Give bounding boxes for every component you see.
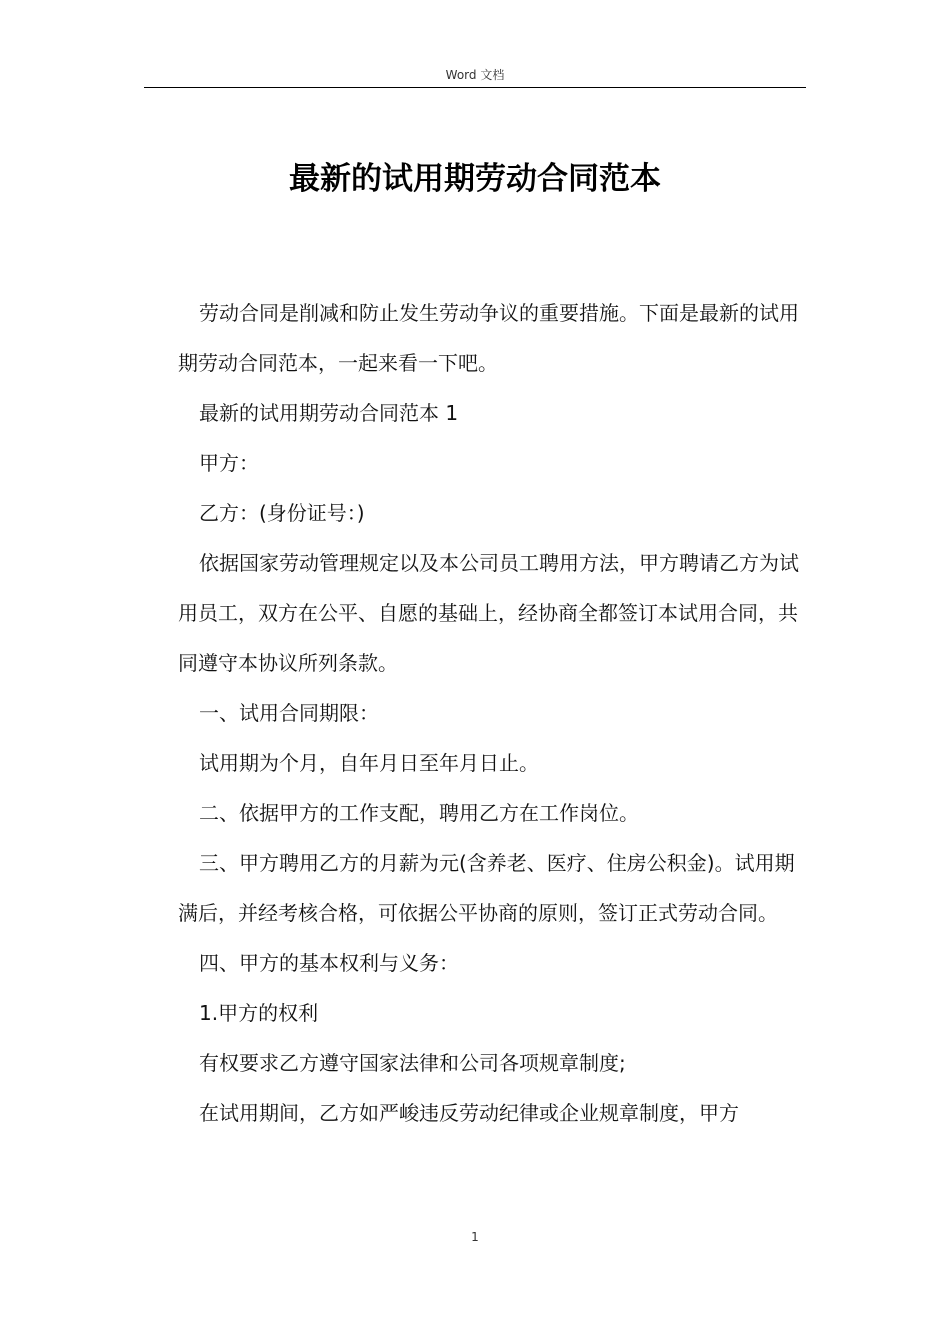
paragraph-section-heading: 最新的试用期劳动合同范本 1 <box>199 401 459 425</box>
document-title: 最新的试用期劳动合同范本 <box>289 161 661 197</box>
document-body <box>178 288 804 1138</box>
paragraph-clause-4-1-b: 在试用期间，乙方如严峻违反劳动纪律或企业规章制度，甲方 <box>199 1101 739 1125</box>
paragraph-intro: 劳动合同是削减和防止发生劳动争议的重要措施。下面是最新的试用期劳动合同范本，一起来看一下吧。 <box>178 301 799 375</box>
paragraph-clause-1-body: 试用期为个月，自年月日至年月日止。 <box>199 751 539 775</box>
page-header: Word 文档 <box>445 68 505 82</box>
paragraph-clause-2: 二、依据甲方的工作支配，聘用乙方在工作岗位。 <box>199 801 639 825</box>
paragraph-clause-1-title: 一、试用合同期限： <box>199 701 379 725</box>
paragraph-party-a: 甲方： <box>199 451 259 475</box>
paragraph-clause-4-1-a: 有权要求乙方遵守国家法律和公司各项规章制度; <box>199 1051 626 1075</box>
paragraph-preamble: 依据国家劳动管理规定以及本公司员工聘用方法，甲方聘请乙方为试用员工，双方在公平、自愿的基础上，经协商全都签订本试用合同，共同遵守本协议所列条款。 <box>178 551 799 675</box>
page-number: 1 <box>471 1230 479 1244</box>
paragraph-clause-4-title: 四、甲方的基本权利与义务： <box>199 951 459 975</box>
paragraph-party-b: 乙方：(身份证号：) <box>199 501 365 525</box>
header-divider <box>144 87 806 88</box>
paragraph-clause-3: 三、甲方聘用乙方的月薪为元(含养老、医疗、住房公积金)。试用期满后，并经考核合格，可依据公平协商的原则，签订正式劳动合同。 <box>178 851 795 925</box>
paragraph-clause-4-1: 1.甲方的权利 <box>199 1001 319 1025</box>
